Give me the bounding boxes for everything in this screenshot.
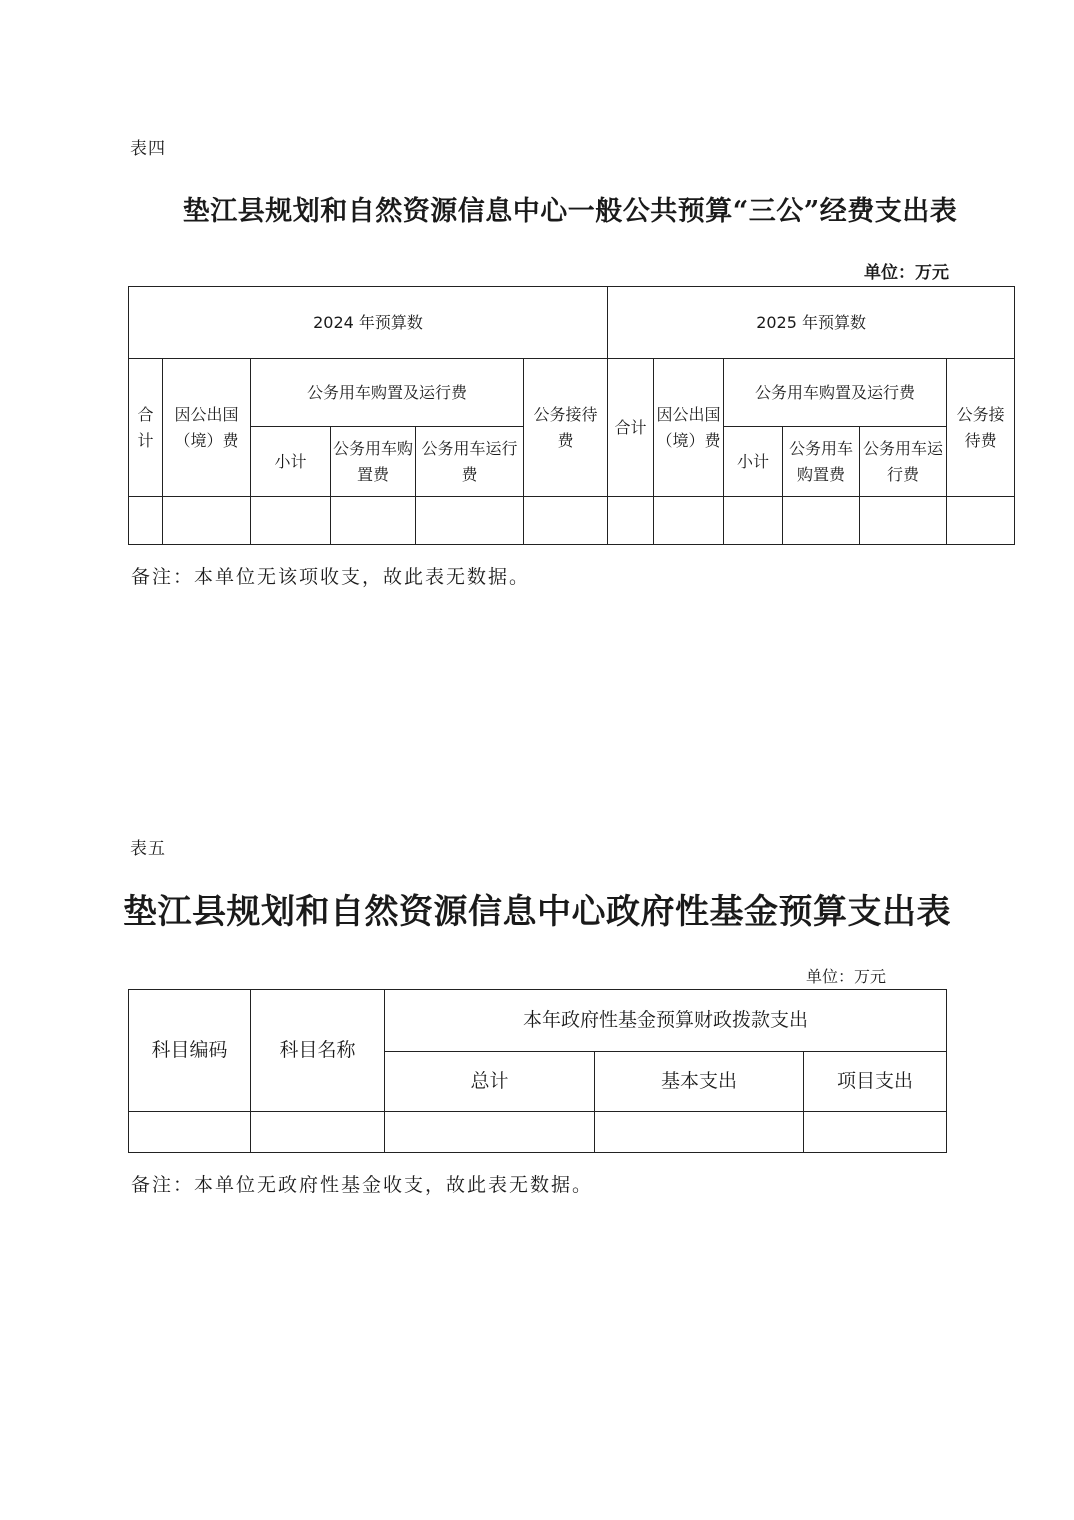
table-row bbox=[129, 497, 1015, 545]
header-reception-2024: 公务接待费 bbox=[524, 359, 608, 497]
header-vehicle-operation-2024: 公务用车运行费 bbox=[416, 427, 524, 497]
header-vehicle-group-2025: 公务用车购置及运行费 bbox=[724, 359, 947, 427]
header-abroad-2025: 因公出国（境）费 bbox=[654, 359, 724, 497]
header-2024-budget: 2024 年预算数 bbox=[129, 287, 608, 359]
header-reception-2025: 公务接待费 bbox=[947, 359, 1015, 497]
header-vehicle-purchase-2024: 公务用车购置费 bbox=[331, 427, 416, 497]
header-vehicle-operation-2025: 公务用车运行费 bbox=[860, 427, 947, 497]
empty-cell bbox=[251, 497, 331, 545]
empty-cell bbox=[947, 497, 1015, 545]
table4-unit: 单位：万元 bbox=[864, 263, 949, 283]
table4-title: 垫江县规划和自然资源信息中心一般公共预算“三公”经费支出表 bbox=[182, 196, 958, 227]
empty-cell bbox=[608, 497, 654, 545]
table5-title: 垫江县规划和自然资源信息中心政府性基金预算支出表 bbox=[123, 892, 951, 932]
table5-government-fund-expenses bbox=[128, 989, 947, 1153]
header-vehicle-group-2024: 公务用车购置及运行费 bbox=[251, 359, 524, 427]
header-total-2025: 合计 bbox=[608, 359, 654, 497]
empty-cell bbox=[251, 1112, 385, 1153]
empty-cell bbox=[783, 497, 860, 545]
header-subtotal-2024: 小计 bbox=[251, 427, 331, 497]
empty-cell bbox=[804, 1112, 947, 1153]
header-2025-budget: 2025 年预算数 bbox=[608, 287, 1015, 359]
header-vehicle-purchase-2025: 公务用车购置费 bbox=[783, 427, 860, 497]
header-subtotal-2025: 小计 bbox=[724, 427, 783, 497]
empty-cell bbox=[595, 1112, 804, 1153]
table4-three-public-expenses bbox=[128, 286, 1015, 545]
empty-cell bbox=[416, 497, 524, 545]
table5-unit: 单位：万元 bbox=[806, 967, 887, 986]
empty-cell bbox=[860, 497, 947, 545]
empty-cell bbox=[129, 497, 163, 545]
header-basic-expense: 基本支出 bbox=[595, 1052, 804, 1112]
empty-cell bbox=[163, 497, 251, 545]
empty-cell bbox=[129, 1112, 251, 1153]
table5-note: 备注：本单位无政府性基金收支，故此表无数据。 bbox=[131, 1174, 594, 1196]
empty-cell bbox=[331, 497, 416, 545]
table4-note: 备注：本单位无该项收支，故此表无数据。 bbox=[131, 566, 531, 588]
table-row bbox=[129, 1112, 947, 1153]
empty-cell bbox=[654, 497, 724, 545]
header-fund-appropriation: 本年政府性基金预算财政拨款支出 bbox=[385, 990, 947, 1052]
header-subject-code: 科目编码 bbox=[129, 990, 251, 1112]
empty-cell bbox=[524, 497, 608, 545]
header-subject-name: 科目名称 bbox=[251, 990, 385, 1112]
empty-cell bbox=[724, 497, 783, 545]
empty-cell bbox=[385, 1112, 595, 1153]
table5-label: 表五 bbox=[130, 839, 166, 859]
header-project-expense: 项目支出 bbox=[804, 1052, 947, 1112]
header-total-2024: 合计 bbox=[129, 359, 163, 497]
header-abroad-2024: 因公出国（境）费 bbox=[163, 359, 251, 497]
header-total: 总计 bbox=[385, 1052, 595, 1112]
table4-label: 表四 bbox=[130, 139, 166, 159]
